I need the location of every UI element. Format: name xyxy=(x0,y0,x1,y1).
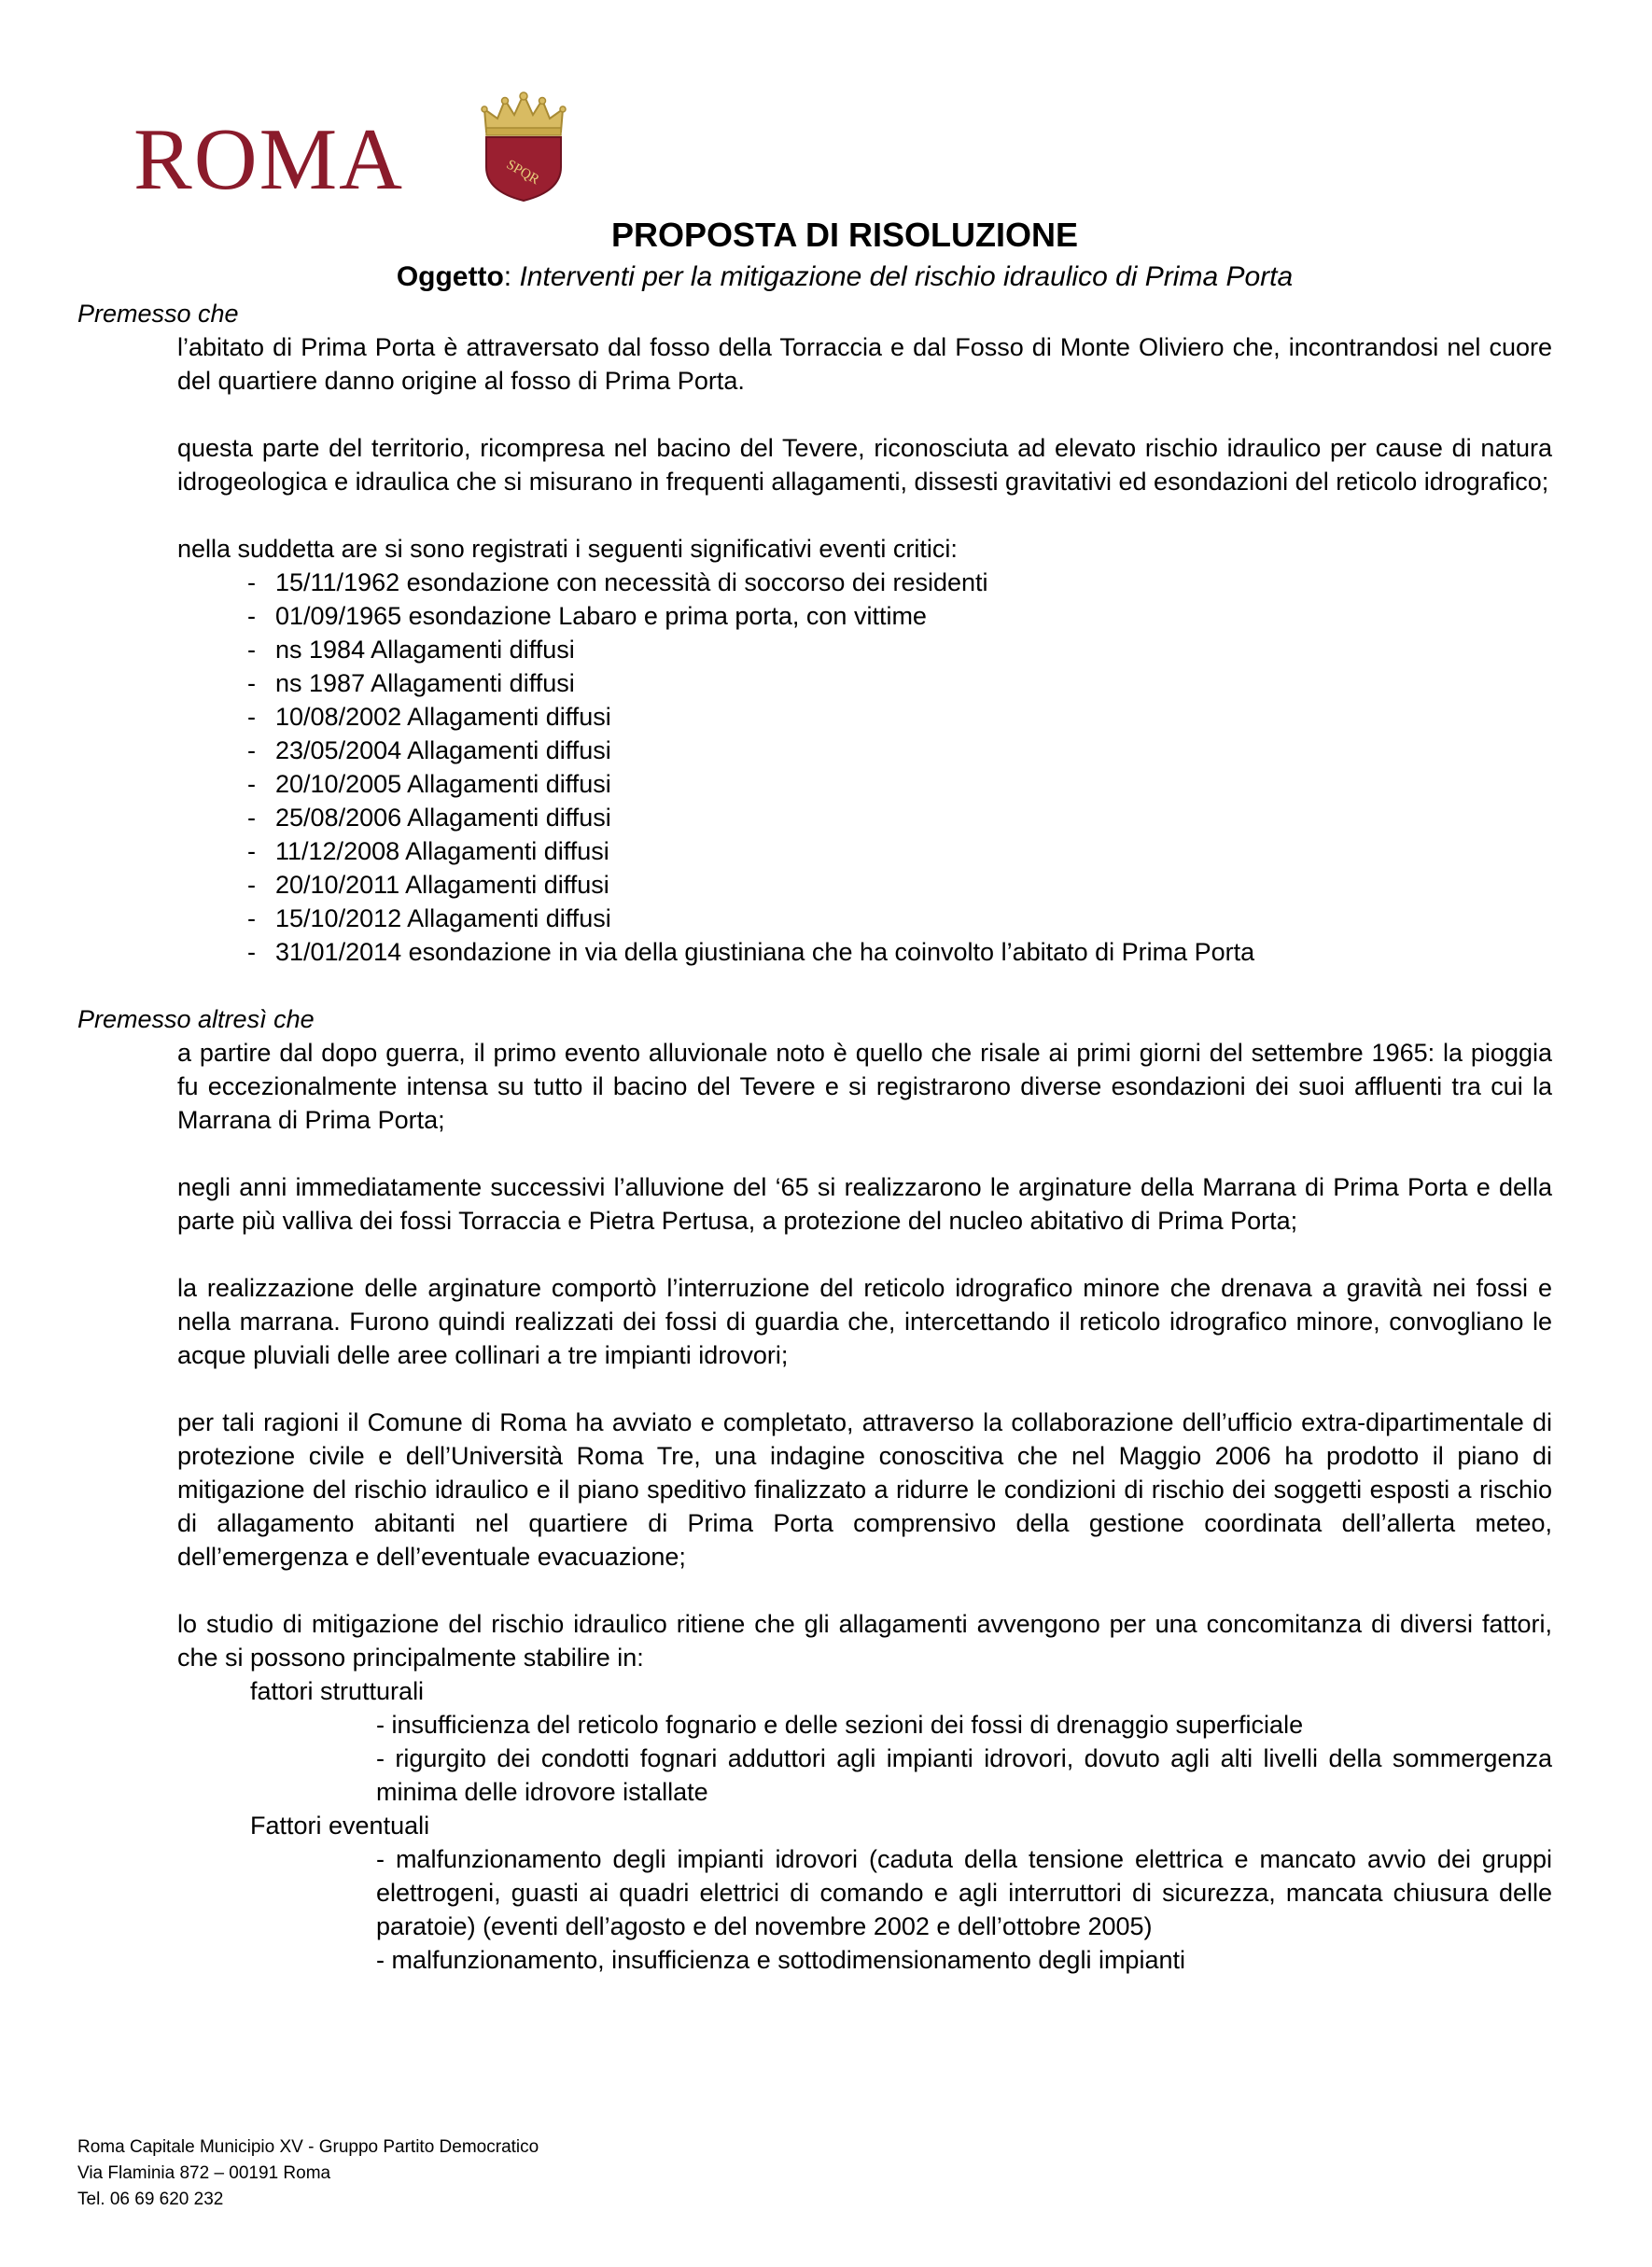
paragraph: lo studio di mitigazione del rischio idraulico ritiene che gli allagamenti avvengono per una concomitanza di diversi fattori, che si possono principalmente stabilire in: xyxy=(177,1610,1552,1672)
roma-emblem-icon xyxy=(479,91,568,203)
factor-item: - malfunzionamento degli impianti idrovori (caduta della tensione elettrica e mancato avvio dei gruppi elettrogeni, guasti ai quadri elettrici di comando e agli interruttori di sicurezza, mancata chiusura delle paratoie) (eventi dell’agosto e del novembre 2002 e dell’ottobre 2005) xyxy=(376,1845,1552,1940)
paragraph: nella suddetta are si sono registrati i seguenti significativi eventi critici: xyxy=(177,535,958,563)
list-item: - 15/11/1962 esondazione con necessità di soccorso dei residenti xyxy=(247,566,1552,599)
section-heading-premesso: Premesso che xyxy=(77,300,239,328)
paragraph: a partire dal dopo guerra, il primo evento alluvionale noto è quello che risale ai primi giorni del settembre 1965: la pioggia fu eccezionalmente intensa su tutto il bacino del Tevere e si registrarono diverse esondazioni dei suoi affluenti tra cui la Marrana di Prima Porta; xyxy=(177,1039,1552,1134)
events-list xyxy=(247,566,1552,969)
factor-item: - insufficienza del reticolo fognario e delle sezioni dei fossi di drenaggio superficiale xyxy=(376,1711,1304,1739)
paragraph: l’abitato di Prima Porta è attraversato dal fosso della Torraccia e dal Fosso di Monte Oliviero che, incontrandosi nel cuore del quartiere danno origine al fosso di Prima Porta. xyxy=(177,333,1552,395)
list-item: - 23/05/2004 Allagamenti diffusi xyxy=(247,734,1552,767)
factors-structural-heading: fattori strutturali xyxy=(250,1677,425,1705)
factor-item: - malfunzionamento, insufficienza e sottodimensionamento degli impianti xyxy=(376,1946,1185,1974)
paragraph: la realizzazione delle arginature comportò l’interruzione del reticolo idrografico minore che drenava a gravità nei fossi e nella marrana. Furono quindi realizzati dei fossi di guardia che, intercettando il reticolo idrografico minore, convogliano le acque pluviali delle aree collinari a tre impianti idrovori; xyxy=(177,1274,1552,1369)
spqr-text: SPQR xyxy=(503,157,542,189)
roma-logo-text: ROMA xyxy=(133,111,405,208)
list-item: - 10/08/2002 Allagamenti diffusi xyxy=(247,700,1552,734)
list-item: - 31/01/2014 esondazione in via della giustiniana che ha coinvolto l’abitato di Prima Porta xyxy=(247,935,1552,969)
factor-item: - rigurgito dei condotti fognari adduttori agli impianti idrovori, dovuto agli alti livelli della sommergenza minima delle idrovore istallate xyxy=(376,1744,1552,1806)
list-item: - 01/09/1965 esondazione Labaro e prima porta, con vittime xyxy=(247,599,1552,633)
section-heading-premesso-altresi: Premesso altresì che xyxy=(77,1005,315,1033)
subject-label: Oggetto xyxy=(396,261,504,292)
document-body xyxy=(77,297,1552,1977)
footer-line: Roma Capitale Municipio XV - Gruppo Partito Democratico xyxy=(77,2137,539,2157)
subject-text: Interventi per la mitigazione del rischio idraulico di Prima Porta xyxy=(519,261,1294,292)
paragraph: per tali ragioni il Comune di Roma ha avviato e completato, attraverso la collaborazione dell’ufficio extra-dipartimentale di protezione civile e dell’Università Roma Tre, una indagine conoscitiva che nel Maggio 2006 ha prodotto il piano di mitigazione del rischio idraulico e il piano speditivo finalizzato a ridurre le condizioni di rischio dei soggetti esposti a rischio di allagamento abitanti nel quartiere di Prima Porta comprensivo della gestione coordinata dell’allerta meteo, dell’emergenza e dell’eventuale evacuazione; xyxy=(177,1408,1552,1571)
footer-line: Via Flaminia 872 – 00191 Roma xyxy=(77,2163,331,2183)
factors-eventual-heading: Fattori eventuali xyxy=(250,1812,430,1840)
footer-line: Tel. 06 69 620 232 xyxy=(77,2190,224,2209)
list-item: - ns 1987 Allagamenti diffusi xyxy=(247,666,1552,700)
page-footer xyxy=(77,2134,539,2213)
page-title: PROPOSTA DI RISOLUZIONE xyxy=(610,216,1079,254)
list-item: - 11/12/2008 Allagamenti diffusi xyxy=(247,834,1552,868)
list-item: - 20/10/2005 Allagamenti diffusi xyxy=(247,767,1552,801)
subject-line: Oggetto: Interventi per la mitigazione del rischio idraulico di Prima Porta xyxy=(396,261,1294,292)
paragraph: negli anni immediatamente successivi l’alluvione del ‘65 si realizzarono le arginature della Marrana di Prima Porta e della parte più valliva dei fossi Torraccia e Pietra Pertusa, a protezione del nucleo abitativo di Prima Porta; xyxy=(177,1173,1552,1235)
paragraph: questa parte del territorio, ricompresa nel bacino del Tevere, riconosciuta ad elevato rischio idraulico per cause di natura idrogeologica e idraulica che si misurano in frequenti allagamenti, dissesti gravitativi ed esondazioni del reticolo idrografico; xyxy=(177,434,1552,496)
list-item: - 25/08/2006 Allagamenti diffusi xyxy=(247,801,1552,834)
list-item: - 20/10/2011 Allagamenti diffusi xyxy=(247,868,1552,902)
list-item: - ns 1984 Allagamenti diffusi xyxy=(247,633,1552,666)
list-item: - 15/10/2012 Allagamenti diffusi xyxy=(247,902,1552,935)
